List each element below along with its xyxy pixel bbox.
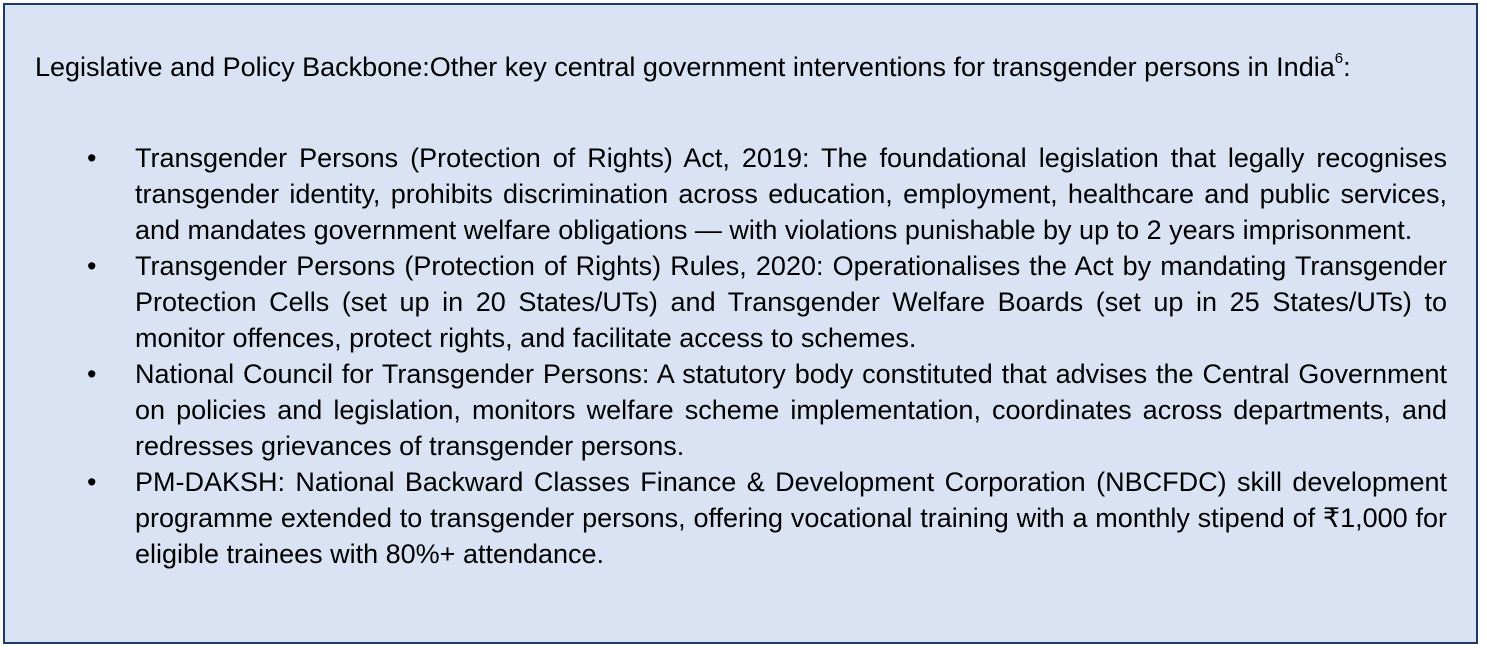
interventions-list	[0, 140, 1447, 572]
list-item-text: Transgender Persons (Protection of Rights) Rules, 2020: Operationalises the Act by mandating Transgender Protection Cells (set up in 20 States/UTs) and Transgender Welfare Boards (set up in 25 States/UTs) to monitor offences, protect rights, and facilitate access to schemes.	[135, 251, 1447, 353]
box-heading	[35, 49, 1460, 85]
heading-suffix: :	[1343, 52, 1351, 82]
footnote-marker[interactable]: 6	[1334, 50, 1344, 67]
heading-text: Legislative and Policy Backbone:Other key central government interventions for transgender persons in India	[35, 52, 1335, 82]
bullet-icon: •	[87, 359, 97, 389]
list-item-rules-2020	[0, 248, 1447, 356]
list-item-act-2019	[0, 140, 1447, 248]
bullet-icon: •	[87, 251, 97, 281]
list-item-pm-daksh	[0, 464, 1447, 572]
list-item-national-council	[0, 356, 1447, 464]
bullet-icon: •	[87, 143, 97, 173]
list-item-text: National Council for Transgender Persons: A statutory body constituted that advises the Central Government on policies and legislation, monitors welfare scheme implementation, coordinates across departments, and redresses grievances of transgender persons.	[135, 359, 1447, 461]
bullet-icon: •	[87, 467, 97, 497]
list-item-text: Transgender Persons (Protection of Rights) Act, 2019: The foundational legislation that legally recognises transgender identity, prohibits discrimination across education, employment, healthcare and public services, and mandates government welfare obligations — with violations punishable by up to 2 years imprisonment.	[135, 143, 1447, 245]
list-item-text: PM-DAKSH: National Backward Classes Finance & Development Corporation (NBCFDC) skill development programme extended to transgender persons, offering vocational training with a monthly stipend of ₹1,000 for eligible trainees with 80%+ attendance.	[135, 467, 1447, 569]
